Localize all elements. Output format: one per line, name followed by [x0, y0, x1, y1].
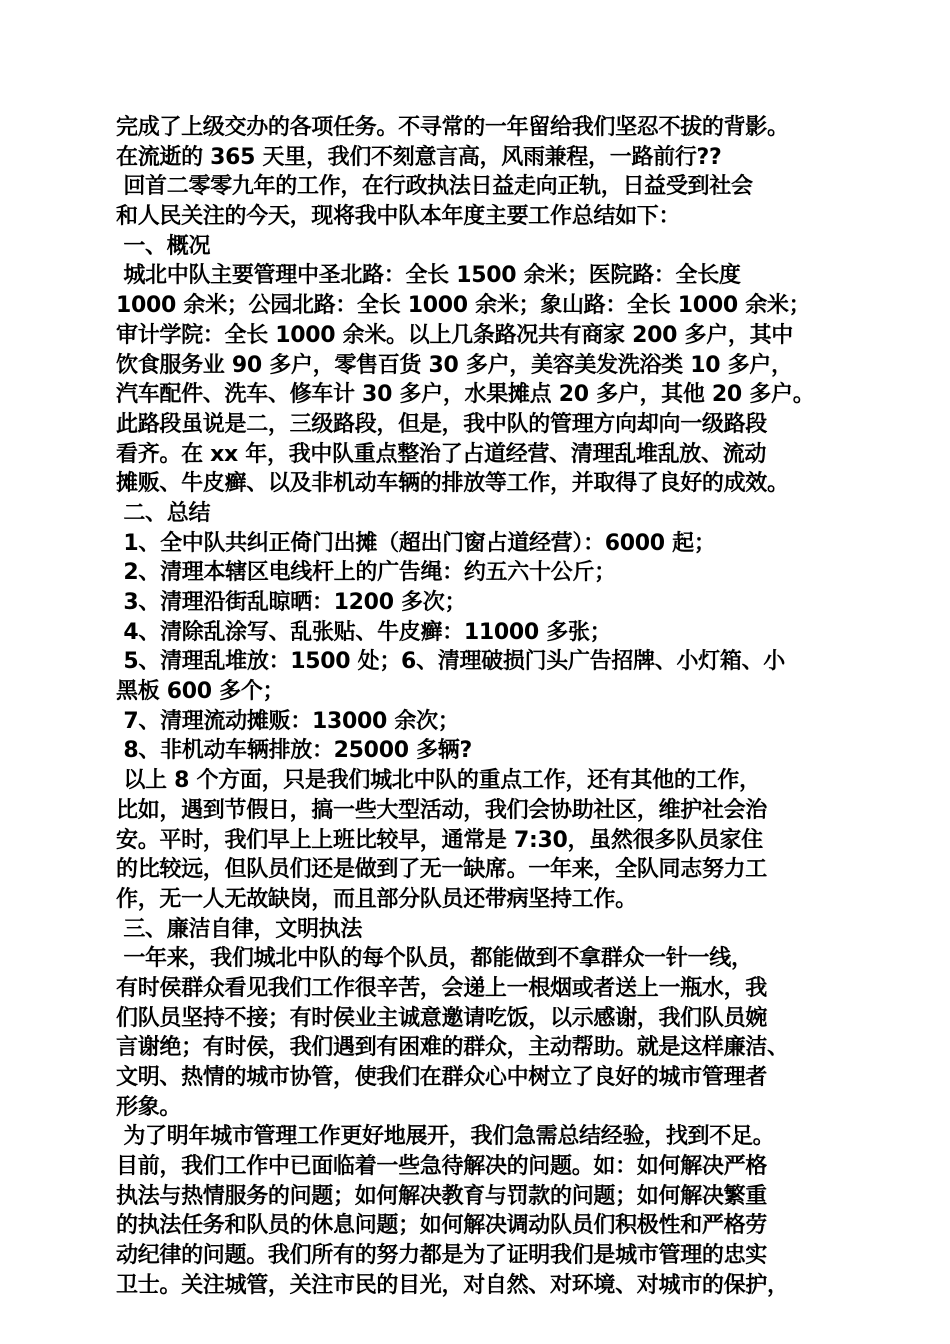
- text-line: 目前，我们工作中已面临着一些急待解决的问题。如：如何解决严格: [116, 1154, 768, 1180]
- text-line: 城北中队主要管理中圣北路：全长 1500 余米；医院路：全长度: [116, 263, 741, 289]
- text-line: 一、概况: [116, 233, 211, 259]
- text-line: 1、全中队共纠正倚门出摊（超出门窗占道经营）：6000 起；: [116, 530, 716, 556]
- text-line: 的比较远，但队员们还是做到了无一缺席。一年来，全队同志努力工: [116, 857, 768, 883]
- text-line: 摊贩、牛皮癣、以及非机动车辆的排放等工作，并取得了良好的成效。: [116, 471, 789, 497]
- text-line: 三、廉洁自律，文明执法: [116, 916, 363, 942]
- text-line: 们队员坚持不接；有时侯业主诚意邀请吃饭，以示感谢，我们队员婉: [116, 1005, 768, 1031]
- text-line: 形象。: [116, 1094, 182, 1120]
- document-body: [116, 113, 856, 1301]
- text-line: 文明、热情的城市协管，使我们在群众心中树立了良好的城市管理者: [116, 1065, 768, 1090]
- text-line: 审计学院：全长 1000 余米。以上几条路况共有商家 200 多户，其中: [116, 322, 793, 348]
- text-line: 言谢绝；有时侯，我们遇到有困难的群众，主动帮助。就是这样廉洁、: [116, 1035, 789, 1061]
- text-line: 比如，遇到节假日，搞一些大型活动，我们会协助社区，维护社会治: [116, 797, 768, 823]
- text-line: 卫士。关注城管，关注市民的目光，对自然、对环境、对城市的保护，: [116, 1272, 789, 1298]
- text-line: 7、清理流动摊贩：13000 余次；: [116, 708, 460, 734]
- text-line: 回首二零零九年的工作，在行政执法日益走向正轨，日益受到社会: [116, 174, 753, 200]
- text-line: 安。平时，我们早上上班比较早，通常是 7:30，虽然很多队员家住: [116, 827, 763, 853]
- text-line: 饮食服务业 90 多户，零售百货 30 多户，美容美发洗浴类 10 多户，: [116, 352, 793, 378]
- text-line: 为了明年城市管理工作更好地展开，我们急需总结经验，找到不足。: [116, 1124, 775, 1150]
- text-line: 动纪律的问题。我们所有的努力都是为了证明我们是城市管理的忠实: [116, 1243, 768, 1269]
- text-line: 4、清除乱涂写、乱张贴、牛皮癣：11000 多张；: [116, 619, 612, 645]
- text-line: 二、总结: [116, 500, 211, 526]
- text-line: 看齐。在 xx 年，我中队重点整治了占道经营、清理乱堆乱放、流动: [116, 441, 767, 467]
- text-line: 黑板 600 多个；: [116, 679, 285, 705]
- text-line: 作，无一人无故缺岗，而且部分队员还带病坚持工作。: [116, 886, 637, 912]
- text-line: 完成了上级交办的各项任务。不寻常的一年留给我们坚忍不拔的背影。: [116, 115, 789, 140]
- text-line: 的执法任务和队员的休息问题；如何解决调动队员们积极性和严格劳: [116, 1213, 768, 1239]
- text-line: 一年来，我们城北中队的每个队员，都能做到不拿群众一针一线，: [116, 946, 753, 972]
- text-line: 2、清理本辖区电线杆上的广告绳：约五六十公斤；: [116, 560, 616, 586]
- text-line: 3、清理沿街乱晾晒：1200 多次；: [116, 590, 467, 615]
- text-line: 1000 余米；公园北路：全长 1000 余米；象山路：全长 1000 余米；: [116, 293, 811, 319]
- text-line: 在流逝的 365 天里，我们不刻意言高，风雨兼程，一路前行??: [116, 144, 722, 170]
- text-line: 和人民关注的今天，现将我中队本年度主要工作总结如下：: [116, 204, 681, 230]
- text-line: 汽车配件、洗车、修车计 30 多户，水果摊点 20 多户，其他 20 多户。: [116, 382, 815, 408]
- text-line: 有时侯群众看见我们工作很辛苦，会递上一根烟或者送上一瓶水，我: [116, 975, 768, 1001]
- text-line: 执法与热情服务的问题；如何解决教育与罚款的问题；如何解决繁重: [116, 1183, 768, 1209]
- text-line: 8、非机动车辆排放：25000 多辆?: [116, 738, 472, 764]
- text-line: 此路段虽说是二，三级路段，但是，我中队的管理方向却向一级路段: [116, 411, 768, 437]
- text-line: 5、清理乱堆放：1500 处；6、清理破损门头广告招牌、小灯箱、小: [116, 649, 785, 675]
- text-line: 以上 8 个方面，只是我们城北中队的重点工作，还有其他的工作，: [116, 768, 761, 794]
